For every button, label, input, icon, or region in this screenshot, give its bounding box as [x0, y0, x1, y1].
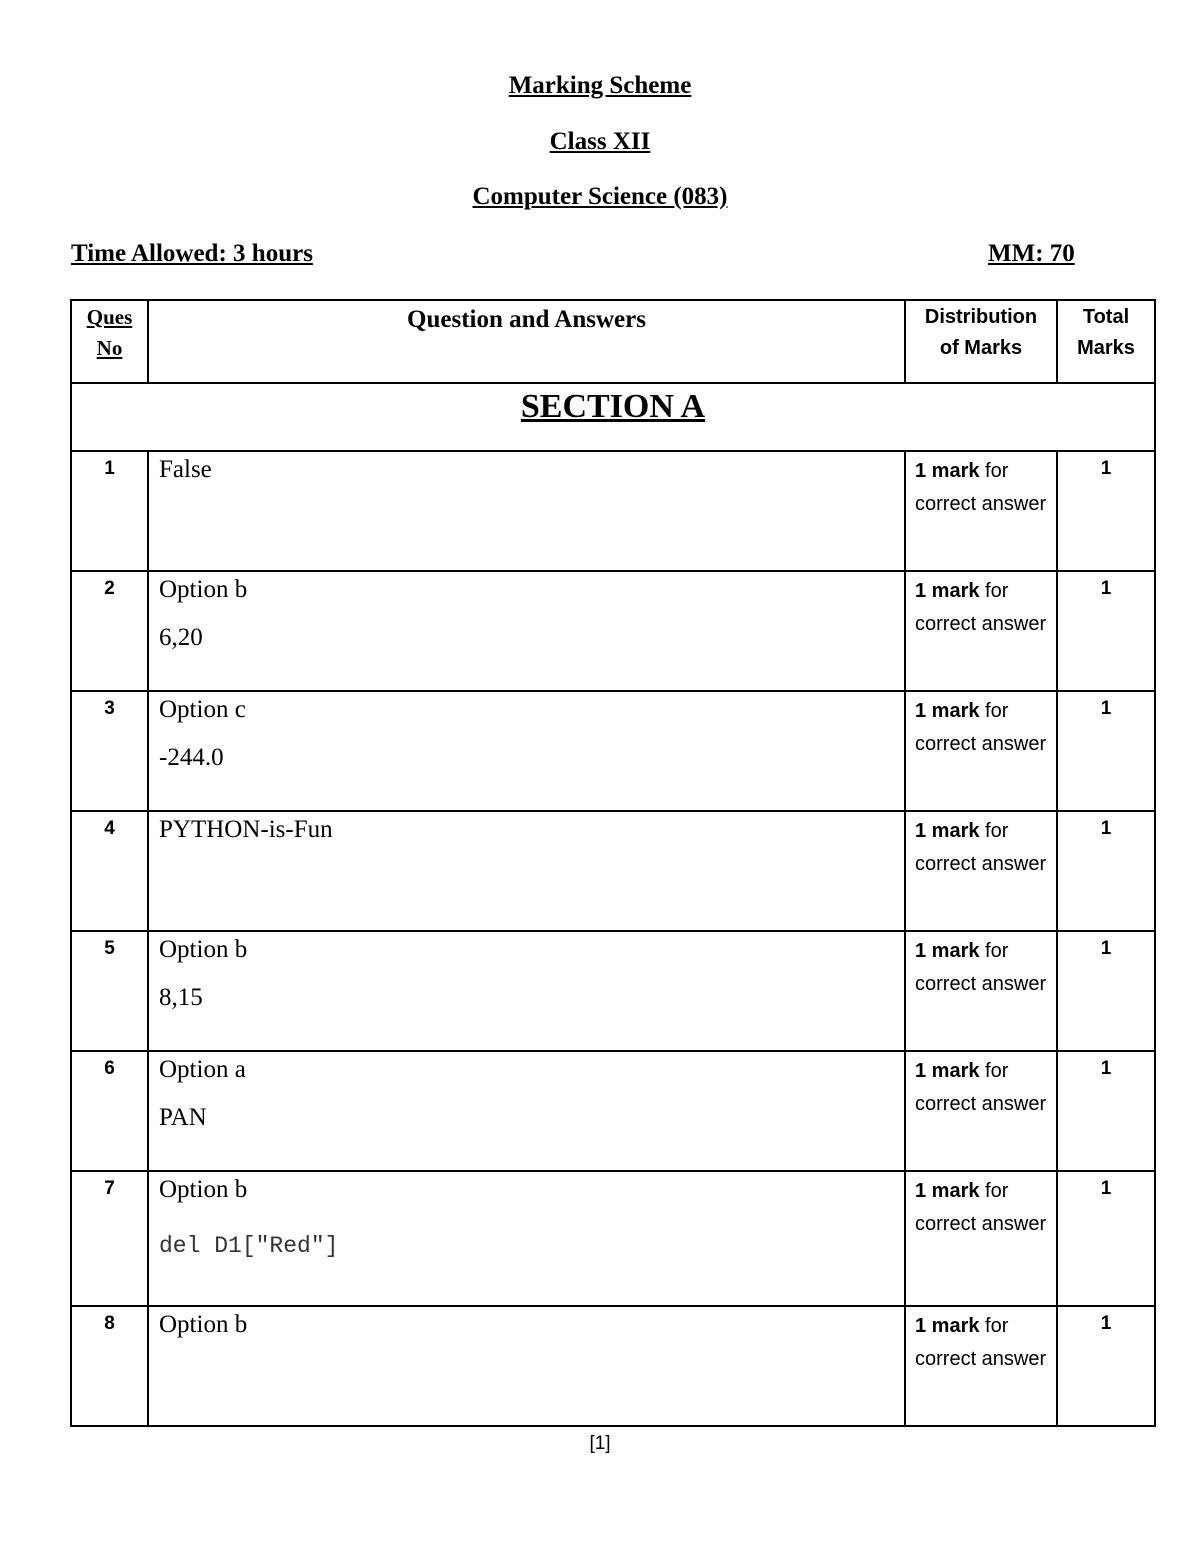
total-marks: 1 [1057, 1051, 1155, 1171]
answer-detail: del D1["Red"] [159, 1233, 339, 1259]
question-number: 6 [71, 1051, 148, 1171]
header-ques-no: Ques No [71, 300, 148, 383]
table-row [71, 691, 1155, 811]
question-number: 1 [71, 451, 148, 571]
answer-cell [148, 571, 905, 691]
mark-count: 1 mark [915, 940, 980, 962]
answer-detail: 8,15 [159, 984, 203, 1011]
answer-cell [148, 691, 905, 811]
mark-criteria: for correct answer [915, 580, 1047, 635]
header-total: Total Marks [1057, 300, 1155, 383]
mark-count: 1 mark [915, 460, 980, 482]
mark-criteria: for correct answer [915, 820, 1047, 875]
header-question: Question and Answers [148, 300, 905, 383]
question-number: 8 [71, 1306, 148, 1426]
answer-cell [148, 1306, 905, 1426]
page-number: [1] [589, 1433, 611, 1454]
table-row [71, 571, 1155, 691]
answer-cell [148, 451, 905, 571]
answer-text: Option b [159, 936, 248, 963]
mark-count: 1 mark [915, 1315, 980, 1337]
answer-detail: -244.0 [159, 744, 224, 771]
mark-criteria: for correct answer [915, 940, 1047, 995]
header-distribution: Distribution of Marks [905, 300, 1057, 383]
answer-text: Option a [159, 1056, 246, 1083]
total-marks: 1 [1057, 1306, 1155, 1426]
total-marks: 1 [1057, 691, 1155, 811]
mark-count: 1 mark [915, 1180, 980, 1202]
table-row [71, 451, 1155, 571]
answer-text: False [159, 456, 212, 483]
mark-distribution [905, 931, 1057, 1051]
answer-detail: 6,20 [159, 624, 203, 651]
mark-criteria: for correct answer [915, 1315, 1047, 1370]
answer-cell [148, 1051, 905, 1171]
mark-count: 1 mark [915, 820, 980, 842]
section-row [71, 383, 1155, 451]
total-marks: 1 [1057, 451, 1155, 571]
document-title: Marking Scheme [508, 72, 692, 99]
question-number: 4 [71, 811, 148, 931]
table-header-row [71, 300, 1155, 383]
total-marks: 1 [1057, 811, 1155, 931]
mark-distribution [905, 1051, 1057, 1171]
answer-cell [148, 811, 905, 931]
subject-heading: Computer Science (083) [472, 183, 728, 210]
table-row [71, 811, 1155, 931]
answer-text: Option b [159, 1176, 248, 1203]
total-marks: 1 [1057, 571, 1155, 691]
section-heading: SECTION A [71, 383, 1155, 451]
mark-criteria: for correct answer [915, 1060, 1047, 1115]
mark-distribution [905, 1306, 1057, 1426]
answer-detail: PAN [159, 1104, 207, 1131]
mark-distribution [905, 451, 1057, 571]
question-number: 3 [71, 691, 148, 811]
mark-count: 1 mark [915, 1060, 980, 1082]
mark-criteria: for correct answer [915, 1180, 1047, 1235]
question-number: 2 [71, 571, 148, 691]
time-allowed: Time Allowed: 3 hours [71, 240, 313, 267]
answer-text: PYTHON-is-Fun [159, 816, 333, 843]
question-number: 7 [71, 1171, 148, 1306]
mark-distribution [905, 691, 1057, 811]
total-marks: 1 [1057, 1171, 1155, 1306]
question-number: 5 [71, 931, 148, 1051]
table-row [71, 1306, 1155, 1426]
mark-distribution [905, 1171, 1057, 1306]
max-marks: MM: 70 [988, 240, 1075, 267]
mark-criteria: for correct answer [915, 460, 1047, 515]
marking-table [70, 299, 1156, 1427]
mark-count: 1 mark [915, 580, 980, 602]
total-marks: 1 [1057, 931, 1155, 1051]
mark-distribution [905, 571, 1057, 691]
mark-distribution [905, 811, 1057, 931]
answer-text: Option b [159, 1311, 248, 1338]
table-row [71, 931, 1155, 1051]
mark-count: 1 mark [915, 700, 980, 722]
answer-cell [148, 1171, 905, 1306]
table-row [71, 1051, 1155, 1171]
answer-text: Option c [159, 696, 246, 723]
class-heading: Class XII [549, 128, 651, 155]
table-row [71, 1171, 1155, 1306]
mark-criteria: for correct answer [915, 700, 1047, 755]
answer-cell [148, 931, 905, 1051]
answer-text: Option b [159, 576, 248, 603]
